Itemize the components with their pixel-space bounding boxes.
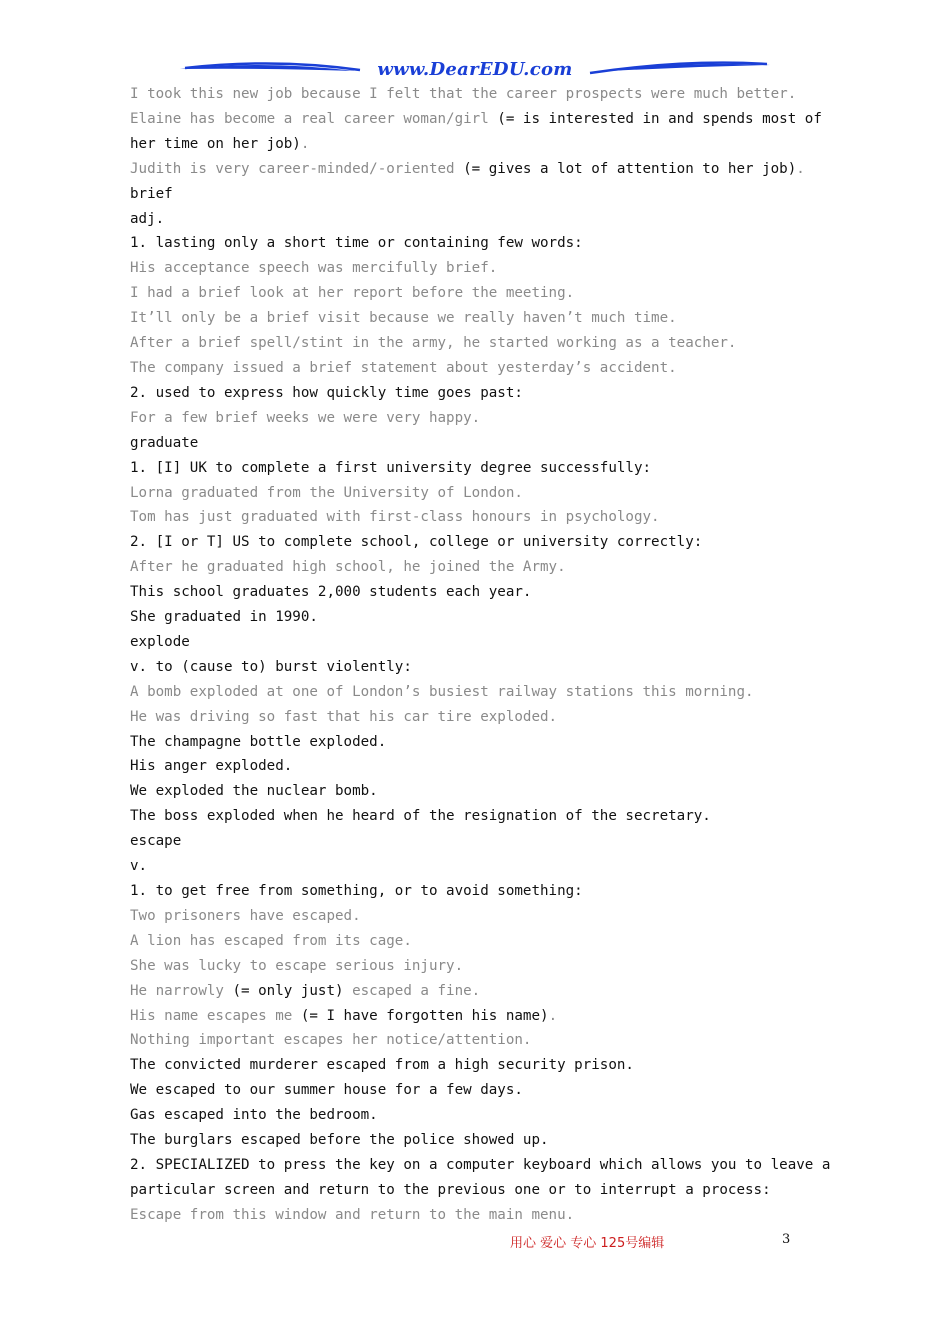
example-text: Judith is very career-minded/-oriented	[130, 160, 464, 177]
text-line	[130, 680, 830, 705]
text-line	[130, 231, 830, 256]
definition-text: 2. [I or T] US to complete school, college or university correctly:	[130, 534, 703, 551]
text-line	[130, 954, 830, 979]
text-line	[130, 580, 830, 605]
definition-text: 2. SPECIALIZED to press the key on a computer keyboard which allows you to leave a	[130, 1156, 831, 1173]
text-line	[130, 1078, 830, 1103]
text-line	[130, 804, 830, 829]
text-line	[130, 1178, 830, 1203]
example-text: Nothing important escapes her notice/attention.	[130, 1032, 532, 1049]
definition-text: (= gives a lot of attention to her job)	[463, 160, 797, 177]
text-line	[130, 655, 830, 680]
definition-text: adj.	[130, 210, 165, 227]
example-text: .	[796, 160, 805, 177]
example-text: I had a brief look at her report before the meeting.	[130, 285, 575, 302]
text-line	[130, 481, 830, 506]
definition-text: (= I have forgotten his name)	[300, 1007, 549, 1024]
text-line	[130, 381, 830, 406]
definition-text: This school graduates 2,000 students each year.	[130, 584, 532, 601]
definition-text: 1. to get free from something, or to avoid something:	[130, 883, 583, 899]
page-number: 3	[782, 1232, 791, 1247]
example-text: The company issued a brief statement about yesterday’s accident.	[130, 359, 677, 376]
text-line	[130, 356, 830, 381]
example-text: escaped a fine.	[343, 982, 481, 999]
text-line	[130, 207, 830, 232]
text-line	[130, 82, 830, 107]
definition-text: The champagne bottle exploded.	[130, 733, 387, 750]
definition-text: 1. [I] UK to complete a first university degree successfully:	[130, 459, 652, 476]
text-line	[130, 779, 830, 804]
text-line	[130, 1028, 830, 1053]
example-text: Elaine has become a real career woman/girl	[130, 110, 498, 127]
text-line	[130, 904, 830, 929]
text-line	[130, 107, 830, 132]
text-line	[130, 132, 830, 157]
definition-text: (= only just)	[232, 982, 344, 999]
example-text: .	[300, 135, 310, 152]
definition-text: Gas escaped into the bedroom.	[130, 1107, 378, 1124]
example-text: For a few brief weeks we were very happy.	[130, 409, 481, 426]
text-line	[130, 530, 830, 555]
text-line	[130, 854, 830, 879]
example-text: He was driving so fast that his car tire exploded.	[130, 708, 558, 725]
text-line	[130, 1153, 830, 1178]
text-line	[130, 929, 830, 954]
definition-text: 1. lasting only a short time or containing few words:	[130, 235, 583, 252]
definition-text: brief	[130, 185, 173, 202]
definition-text: The convicted murderer escaped from a high security prison.	[130, 1057, 634, 1074]
definition-text: We exploded the nuclear bomb.	[130, 783, 378, 800]
definition-text: particular screen and return to the previous one or to interrupt a process:	[130, 1181, 771, 1198]
text-line	[130, 705, 830, 730]
definition-text: v. to (cause to) burst violently:	[130, 658, 412, 675]
footer-note: 用心 爱心 专心 125号编辑	[510, 1236, 665, 1251]
text-line	[130, 182, 830, 207]
text-line	[130, 1004, 830, 1029]
definition-text: escape	[130, 833, 182, 850]
example-text: Tom has just graduated with first-class honours in psychology.	[130, 509, 660, 526]
text-line	[130, 879, 830, 904]
definition-text: her time on her job)	[130, 135, 301, 152]
example-text: After he graduated high school, he joined the Army.	[130, 559, 566, 576]
definition-text: 2. used to express how quickly time goes past:	[130, 384, 523, 401]
text-line	[130, 406, 830, 431]
example-text: He narrowly	[130, 982, 233, 999]
example-text: Two prisoners have escaped.	[130, 907, 361, 924]
definition-text: (= is interested in and spends most of	[497, 110, 822, 127]
example-text: A lion has escaped from its cage.	[130, 932, 412, 949]
example-text: She was lucky to escape serious injury.	[130, 957, 464, 974]
text-line	[130, 829, 830, 854]
text-line	[130, 979, 830, 1004]
definition-text: v.	[130, 858, 148, 875]
example-text: I took this new job because I felt that the career prospects were much better.	[130, 86, 797, 102]
text-line	[130, 1053, 830, 1078]
text-line	[130, 281, 830, 306]
example-text: His acceptance speech was mercifully brief.	[130, 260, 498, 277]
definition-text: The burglars escaped before the police showed up.	[130, 1132, 549, 1149]
text-line	[130, 331, 830, 356]
example-text: Escape from this window and return to the main menu.	[130, 1206, 575, 1223]
text-line	[130, 256, 830, 281]
definition-text: The boss exploded when he heard of the resignation of the secretary.	[130, 808, 711, 825]
document-body	[130, 82, 830, 1228]
example-text: After a brief spell/stint in the army, he started working as a teacher.	[130, 335, 737, 352]
definition-text: explode	[130, 633, 190, 650]
text-line	[130, 630, 830, 655]
text-line	[130, 1103, 830, 1128]
text-line	[130, 605, 830, 630]
text-line	[130, 505, 830, 530]
example-text: .	[548, 1007, 558, 1024]
example-text: His name escapes me	[130, 1007, 301, 1024]
definition-text: We escaped to our summer house for a few days.	[130, 1082, 523, 1099]
text-line	[130, 754, 830, 779]
example-text: Lorna graduated from the University of London.	[130, 484, 523, 501]
text-line	[130, 456, 830, 481]
text-line	[130, 1128, 830, 1153]
text-line	[130, 306, 830, 331]
site-url[interactable]: www.DearEDU.com	[377, 59, 573, 80]
example-text: It’ll only be a brief visit because we really haven’t much time.	[130, 310, 677, 327]
text-line	[130, 1203, 830, 1228]
definition-text: She graduated in 1990.	[130, 609, 318, 626]
definition-text: His anger exploded.	[130, 758, 293, 775]
definition-text: graduate	[130, 434, 199, 451]
example-text: A bomb exploded at one of London’s busiest railway stations this morning.	[130, 683, 754, 700]
text-line	[130, 555, 830, 580]
text-line	[130, 431, 830, 456]
text-line	[130, 730, 830, 755]
text-line	[130, 157, 830, 182]
